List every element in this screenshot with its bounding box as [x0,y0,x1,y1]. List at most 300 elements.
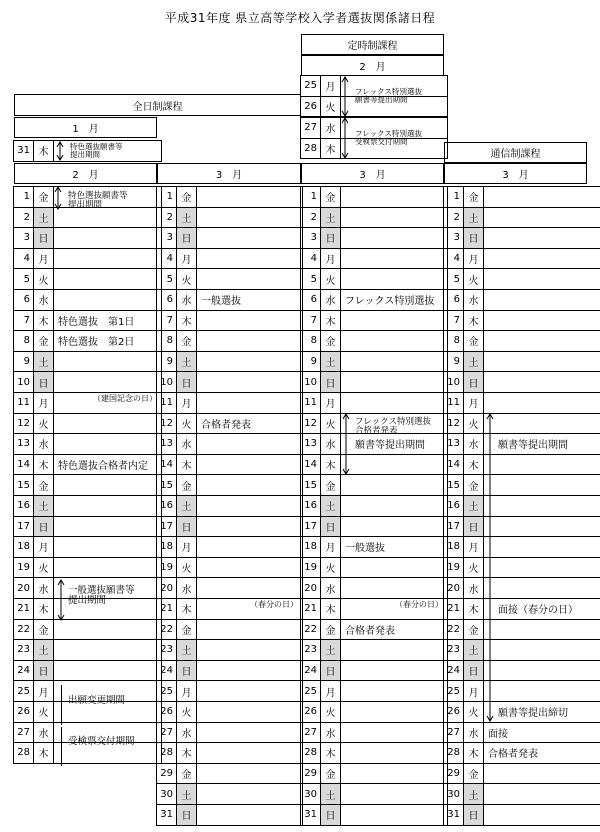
weekday-cell: 日 [320,371,341,393]
note-cell [196,454,303,476]
day-cell: 22 [156,619,177,641]
day-cell: 12 [443,413,464,435]
day-cell: 26 [300,701,321,723]
day-cell: 24 [443,660,464,682]
day-cell: 6 [443,289,464,311]
weekday-cell: 金 [463,619,484,641]
note-text: 面接（春分の日） [498,605,578,617]
weekday-cell: 火 [463,268,484,290]
weekday-cell: 金 [320,619,341,641]
note-cell [340,474,448,496]
note-cell [53,495,162,517]
note-cell [483,536,600,558]
day-cell: 18 [300,536,321,558]
note-cell [340,598,448,620]
note-cell [53,516,162,538]
weekday-cell: 土 [463,351,484,373]
note-cell [483,516,600,538]
note-cell [340,763,448,785]
weekday-cell: 日 [33,516,54,538]
day-cell: 5 [300,268,321,290]
weekday-cell: 土 [463,495,484,517]
note-cell [196,351,303,373]
day-cell: 24 [156,660,177,682]
month-header-feb-tei: 2 月 [301,55,444,76]
note-text: 面接 [488,728,508,740]
note-cell [483,619,600,641]
note-cell [53,577,162,607]
note-cell [53,742,162,764]
note-cell [340,701,448,723]
note-text: 一般選抜 [345,543,385,555]
weekday-cell: 日 [463,660,484,682]
weekday-cell: 日 [33,660,54,682]
day-cell: 26 [443,701,464,723]
note-cell [196,227,303,249]
note-cell [53,140,162,162]
day-cell: 31 [443,804,464,826]
note-cell [53,660,162,682]
day-cell: 27 [443,722,464,744]
weekday-cell: 日 [320,227,341,249]
day-cell: 17 [13,516,34,538]
note-cell [53,413,162,435]
weekday-cell: 土 [463,639,484,661]
weekday-cell: 日 [463,804,484,826]
weekday-cell: 月 [320,536,341,558]
weekday-cell: 木 [463,454,484,476]
day-cell: 27 [156,722,177,744]
day-cell: 26 [300,96,321,118]
note-cell [340,330,448,352]
note-cell [53,454,162,476]
day-cell: 21 [156,598,177,620]
note-cell [340,722,448,744]
day-cell: 26 [156,701,177,723]
day-cell: 13 [443,433,464,455]
day-cell: 7 [443,310,464,332]
period-bracket [61,685,62,725]
note-cell [483,680,600,702]
day-cell: 12 [300,413,321,435]
weekday-cell: 水 [320,433,341,455]
day-cell: 8 [13,330,34,352]
weekday-cell: 金 [33,474,54,496]
day-cell: 2 [443,207,464,229]
weekday-cell: 水 [320,577,341,599]
note-cell [483,660,600,682]
weekday-cell: 日 [33,227,54,249]
weekday-cell: 木 [320,598,341,620]
note-cell [483,495,600,517]
note-text: 一般選抜願書等 提出期間 [68,585,135,607]
note-cell [340,186,448,208]
weekday-cell: 日 [176,516,197,538]
note-cell [483,227,600,249]
day-cell: 23 [156,639,177,661]
weekday-cell: 木 [33,454,54,476]
weekday-cell: 金 [176,330,197,352]
day-cell: 27 [300,117,321,139]
day-cell: 6 [156,289,177,311]
day-cell: 18 [443,536,464,558]
note-cell [196,248,303,270]
weekday-cell: 木 [33,310,54,332]
note-cell [196,598,303,620]
note-cell [196,268,303,290]
day-cell: 4 [443,248,464,270]
day-cell: 21 [300,598,321,620]
day-cell: 3 [13,227,34,249]
weekday-cell: 木 [176,310,197,332]
day-cell: 4 [300,248,321,270]
day-cell: 18 [13,536,34,558]
note-cell [196,619,303,641]
weekday-cell: 月 [33,680,54,702]
note-cell [53,186,162,208]
weekday-cell: 水 [33,289,54,311]
weekday-cell: 水 [176,433,197,455]
note-cell [340,742,448,764]
note-cell [483,701,600,723]
note-cell [340,516,448,538]
weekday-cell: 月 [320,75,341,97]
weekday-cell: 木 [33,140,54,162]
weekday-cell: 月 [320,248,341,270]
note-cell [483,330,600,352]
note-cell [53,701,162,723]
weekday-cell: 日 [176,227,197,249]
note-cell [53,289,162,311]
day-cell: 9 [13,351,34,373]
weekday-cell: 木 [320,454,341,476]
note-cell [196,742,303,764]
note-text: フレックス特別選抜 [345,296,435,308]
weekday-cell: 金 [463,330,484,352]
weekday-cell: 水 [33,722,54,744]
period-arrow-icon [54,187,62,209]
day-cell: 12 [156,413,177,435]
day-cell: 23 [443,639,464,661]
day-cell: 21 [443,598,464,620]
note-cell [53,680,162,707]
note-cell [53,351,162,373]
weekday-cell: 火 [176,413,197,435]
note-cell [196,474,303,496]
note-cell [483,763,600,785]
day-cell: 11 [156,392,177,414]
note-text: 特色選抜 第1日 [58,316,135,328]
day-cell: 5 [443,268,464,290]
note-cell [196,516,303,538]
weekday-cell: 土 [463,783,484,805]
note-cell [340,289,448,311]
day-cell: 4 [156,248,177,270]
note-text: （建国記念の日） [93,394,157,404]
day-cell: 5 [156,268,177,290]
note-cell [196,207,303,229]
weekday-cell: 日 [320,516,341,538]
weekday-cell: 火 [176,268,197,290]
day-cell: 25 [300,75,321,97]
note-cell [340,660,448,682]
day-cell: 23 [13,639,34,661]
day-cell: 15 [443,474,464,496]
weekday-cell: 土 [320,495,341,517]
day-cell: 9 [443,351,464,373]
weekday-cell: 木 [463,598,484,620]
section-header-tsushin: 通信制課程 [444,142,587,163]
day-cell: 18 [156,536,177,558]
day-cell: 29 [300,763,321,785]
note-cell [483,351,600,373]
weekday-cell: 月 [176,392,197,414]
note-cell [196,701,303,723]
weekday-cell: 日 [176,804,197,826]
weekday-cell: 土 [33,639,54,661]
day-cell: 15 [13,474,34,496]
day-cell: 1 [443,186,464,208]
day-cell: 1 [13,186,34,208]
note-text: フレックス特別選抜 合格者発表 [355,417,431,437]
note-text: 合格者発表 [201,419,251,431]
weekday-cell: 金 [320,186,341,208]
note-cell [340,495,448,517]
day-cell: 10 [443,371,464,393]
period-arrow-icon [486,414,494,721]
weekday-cell: 月 [33,392,54,414]
weekday-cell: 月 [463,536,484,558]
weekday-cell: 金 [320,763,341,785]
day-cell: 6 [13,289,34,311]
note-cell [196,783,303,805]
section-header-zennichi: 全日制課程 [14,94,301,116]
day-cell: 3 [156,227,177,249]
note-cell [340,351,448,373]
note-text: フレックス特別選抜 受検票交付期間 [355,129,423,146]
weekday-cell: 火 [320,701,341,723]
day-cell: 28 [300,742,321,764]
weekday-cell: 木 [463,310,484,332]
day-cell: 22 [300,619,321,641]
weekday-cell: 日 [320,804,341,826]
note-cell [340,117,448,146]
note-cell [196,536,303,558]
weekday-cell: 火 [320,268,341,290]
weekday-cell: 水 [176,289,197,311]
note-cell [483,804,600,826]
weekday-cell: 水 [463,722,484,744]
day-cell: 25 [13,680,34,702]
note-cell [196,639,303,661]
note-cell [53,268,162,290]
day-cell: 5 [13,268,34,290]
note-text: 特色選抜 第2日 [58,337,135,349]
note-text: 受検票交付期間 [68,736,135,748]
month-header-mar-tsu: 3 月 [444,163,587,184]
weekday-cell: 土 [320,639,341,661]
note-cell [53,392,162,414]
note-cell [340,371,448,393]
day-cell: 31 [300,804,321,826]
day-cell: 28 [13,742,34,764]
note-cell [53,619,162,641]
weekday-cell: 木 [320,138,341,160]
month-header-feb: 2 月 [14,163,157,184]
day-cell: 8 [443,330,464,352]
note-cell [483,722,600,744]
note-cell [340,227,448,249]
note-cell [196,310,303,332]
period-bracket [61,727,62,766]
weekday-cell: 火 [463,413,484,435]
note-cell [196,722,303,744]
weekday-cell: 水 [463,433,484,455]
weekday-cell: 木 [320,310,341,332]
weekday-cell: 金 [463,474,484,496]
day-cell: 9 [300,351,321,373]
weekday-cell: 月 [320,392,341,414]
weekday-cell: 木 [176,454,197,476]
weekday-cell: 木 [463,742,484,764]
day-cell: 7 [300,310,321,332]
day-cell: 1 [156,186,177,208]
note-text: 合格者発表 [488,749,538,761]
note-text: 願書等提出期間 [498,440,568,452]
month-header-jan: 1 月 [14,117,157,138]
weekday-cell: 金 [33,186,54,208]
period-arrow-icon [56,142,64,160]
weekday-cell: 金 [176,619,197,641]
day-cell: 13 [300,433,321,455]
day-cell: 11 [13,392,34,414]
weekday-cell: 日 [176,371,197,393]
note-text: 願書等提出期間 [355,440,425,452]
day-cell: 9 [156,351,177,373]
note-cell [340,804,448,826]
weekday-cell: 月 [33,536,54,558]
note-cell [483,557,600,579]
day-cell: 20 [13,577,34,599]
day-cell: 21 [13,598,34,620]
weekday-cell: 金 [463,186,484,208]
day-cell: 10 [156,371,177,393]
note-cell [483,248,600,270]
note-cell [340,96,448,118]
weekday-cell: 水 [463,289,484,311]
day-cell: 12 [13,413,34,435]
note-cell [483,639,600,661]
note-cell [53,433,162,455]
month-header-mar-tei: 3 月 [301,163,444,184]
note-cell [196,289,303,311]
weekday-cell: 火 [463,557,484,579]
weekday-cell: 日 [176,660,197,682]
weekday-cell: 土 [176,495,197,517]
day-cell: 16 [13,495,34,517]
note-cell [340,619,448,641]
note-text: フレックス特別選抜 願書等提出期間 [355,86,423,104]
day-cell: 31 [13,140,34,162]
day-cell: 25 [156,680,177,702]
weekday-cell: 水 [176,577,197,599]
weekday-cell: 日 [320,660,341,682]
weekday-cell: 土 [176,783,197,805]
weekday-cell: 土 [463,207,484,229]
weekday-cell: 水 [33,577,54,599]
month-header-mar-zen: 3 月 [157,163,301,184]
note-cell [340,783,448,805]
note-text: （春分の日） [250,600,298,610]
note-cell [340,75,448,104]
note-cell [53,310,162,332]
day-cell: 6 [300,289,321,311]
day-cell: 7 [156,310,177,332]
note-cell [53,207,162,229]
note-cell [340,138,448,160]
note-cell [483,783,600,805]
note-cell [196,433,303,455]
note-cell [483,207,600,229]
note-cell [340,392,448,414]
day-cell: 13 [13,433,34,455]
weekday-cell: 月 [463,392,484,414]
note-cell [53,536,162,558]
day-cell: 30 [300,783,321,805]
day-cell: 3 [443,227,464,249]
day-cell: 23 [300,639,321,661]
day-cell: 19 [300,557,321,579]
day-cell: 19 [443,557,464,579]
period-arrow-icon [57,580,65,620]
day-cell: 16 [156,495,177,517]
day-cell: 20 [300,577,321,599]
day-cell: 1 [300,186,321,208]
day-cell: 17 [443,516,464,538]
note-cell [53,722,162,748]
day-cell: 4 [13,248,34,270]
weekday-cell: 日 [463,371,484,393]
day-cell: 30 [156,783,177,805]
weekday-cell: 土 [33,351,54,373]
day-cell: 14 [300,454,321,476]
day-cell: 3 [300,227,321,249]
weekday-cell: 水 [463,577,484,599]
weekday-cell: 土 [320,351,341,373]
note-cell [483,454,600,476]
weekday-cell: 土 [320,783,341,805]
note-text: 特色選抜願書等 提出期間 [68,190,128,210]
note-cell [483,474,600,496]
note-cell [483,310,600,332]
note-cell [483,742,600,764]
weekday-cell: 水 [320,289,341,311]
note-cell [196,371,303,393]
weekday-cell: 日 [463,227,484,249]
day-cell: 10 [13,371,34,393]
note-cell [340,680,448,702]
day-cell: 2 [13,207,34,229]
note-cell [340,207,448,229]
period-arrow-icon [341,77,349,116]
weekday-cell: 火 [33,701,54,723]
day-cell: 11 [300,392,321,414]
day-cell: 13 [156,433,177,455]
day-cell: 22 [13,619,34,641]
day-cell: 25 [443,680,464,702]
weekday-cell: 金 [320,474,341,496]
note-text: 願書等提出締切 [498,708,568,720]
